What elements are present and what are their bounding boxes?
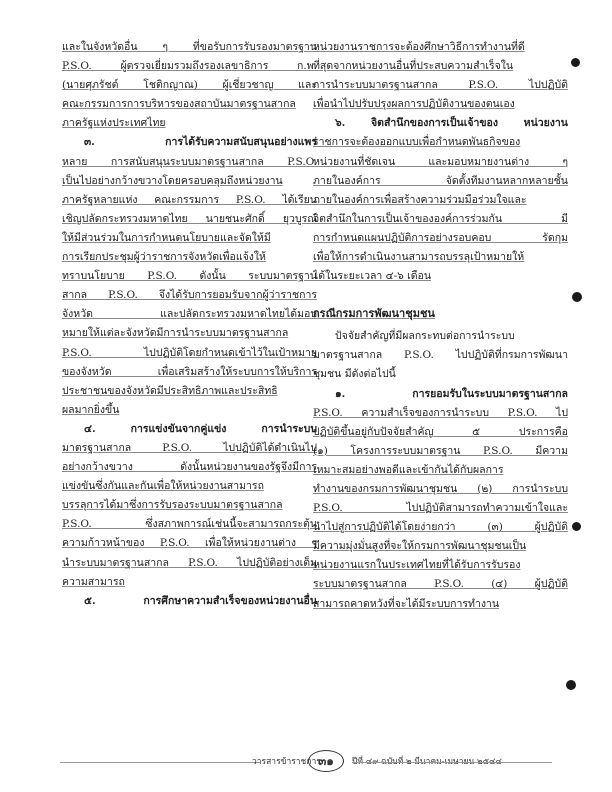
text-line: ปฏิบัติขึ้นอยู่กับปัจจัยสำคัญ ๕ ประการคือ (313, 425, 568, 438)
text-line: การกำหนดแผนปฏิบัติการอย่างรอบคอบ รัดกุม (313, 231, 568, 244)
text-line: หน่วยงานราชการจะต้องศึกษาวิธีการทำงานที่ดี (313, 41, 525, 53)
text-line: หน่วยงานแรกในประเทศไทยที่ได้รับการรับรอง (313, 559, 521, 572)
text-line: ความก้าวหน้าของ P.S.O. เพื่อให้หน่วยงานต่าง ๆ (62, 537, 317, 550)
text-line: ระบบมาตรฐานสากล P.S.O. (๔) ผู้ปฏิบัติ (313, 578, 568, 591)
text-line: นำไปสู่การปฏิบัติได้โดยง่ายกว่า (๓) ผู้ปฏิบัติ (313, 521, 568, 534)
text-line: ภายในองค์การ จัดตั้งทีมงานหลากหลายชั้น (313, 174, 568, 187)
text-line: ผลมากยิ่งขึ้น (62, 403, 120, 416)
text-line: แข่งขันซึ่งกันและกันเพื่อให้หน่วยงานสามารถ (62, 480, 264, 493)
text-line: การเรียกประชุมผู้ว่าราชการจังหวัดเพื่อแจ้งให้ (62, 251, 266, 264)
text-line: ภาครัฐแห่งประเทศไทย (62, 117, 166, 130)
text-line: P.S.O. ไปปฏิบัติสามารถทำความเข้าใจและ (313, 502, 568, 515)
text-line: สากล P.S.O. จึงได้รับการยอมรับจากผู้ว่าราชการ (62, 289, 317, 302)
text-line: มาตรฐานสากล P.S.O. ไปปฏิบัติที่กรมการพัฒนา (313, 349, 568, 362)
text-line: มาตรฐานสากล P.S.O. ไปปฏิบัติได้ดำเนินไป (62, 441, 317, 454)
text-line: สามารถคาดหวังที่จะได้มีระบบการทำงาน (313, 597, 500, 610)
text-line: ๔. การแข่งขันจากคู่แข่ง การนำระบบ (84, 422, 317, 435)
text-line: P.S.O. ผู้ตรวจเยี่ยมรวมถึงรองเลขาธิการ ก.พ. (62, 60, 317, 73)
text-line: เชิญปลัดกระทรวงมหาดไทย นายชนะศักดิ์ ยุวบูรณ์ (62, 212, 317, 225)
text-line: P.S.O. ซึ่งสภาพการณ์เช่นนี้จะสามารถกระตุ้น (62, 518, 317, 531)
text-line: ที่สุดจากหน่วยงานอื่นที่ประสบความสำเร็จใน (313, 60, 514, 73)
right-column-bottom (313, 327, 568, 613)
text-line: P.S.O. ไปปฏิบัติโดยกำหนดเข้าไว้ในเป้าหมาย (62, 346, 317, 359)
text-line: จังหวัด และปลัดกระทรวงมหาดไทยได้มอบ (62, 308, 317, 321)
text-line: นำระบบมาตรฐานสากล P.S.O. ไปปฏิบัติอย่างเต็ม (62, 556, 317, 569)
text-line: อย่างกว้างขวาง ดังนั้นหน่วยงานของรัฐจึงมีการ (62, 461, 317, 474)
text-line: P.S.O. ความสำเร็จของการนำระบบ P.S.O. ไป (313, 406, 568, 419)
text-line: ๓. การได้รับความสนับสนุนอย่างแพร่ (84, 136, 317, 149)
journal-name: วารสารข้าราชการ (252, 757, 321, 767)
text-line: เพื่อให้การดำเนินงานสามารถบรรลุเป้าหมายให้ (313, 251, 525, 264)
page-footer (60, 752, 552, 774)
text-line: ได้ในระยะเวลา ๔-๖ เดือน (313, 270, 432, 283)
left-column (62, 38, 317, 611)
text-line: ภาครัฐหลายแห่ง คณะกรรมการ P.S.O. ได้เรียน (62, 193, 317, 206)
footer-rule-left (60, 762, 260, 763)
text-line: ราชการจะต้องออกแบบเพื่อกำหนดพันธกิจของ (313, 136, 521, 149)
text-line: ทำงานของกรมการพัฒนาชุมชน (๒) การนำระบบ (313, 482, 568, 495)
text-line: ๖. จิตสำนึกของการเป็นเจ้าของ หน่วยงาน (335, 117, 568, 130)
footer-rule-right (352, 762, 552, 763)
text-line: ทราบนโยบาย P.S.O. ดังนั้น ระบบมาตรฐาน (62, 270, 317, 283)
text-line: ให้มีส่วนร่วมในการกำหนดนโยบายและจัดให้มี (62, 231, 271, 244)
text-line: คณะกรรมการการบริหารของสถาบันมาตรฐานสากล (62, 98, 296, 111)
text-line: ประชาชนของจังหวัดมีประสิทธิภาพและประสิทธิ (62, 384, 278, 397)
text-line: ๕. การศึกษาความสำเร็จของหน่วยงานอื่น (84, 594, 317, 607)
text-line: เหมาะสมอย่างพอดีและเข้ากันได้กับผลการ (313, 463, 504, 476)
text-line: จิตสำนึกในการเป็นเจ้าขององค์การร่วมกัน มี (313, 212, 568, 225)
right-column-top (313, 38, 568, 286)
text-line: หน่วยงานที่ชัดเจน และมอบหมายงานต่าง ๆ (313, 155, 568, 168)
punch-hole-mark (572, 292, 582, 302)
text-line: ภายในองค์การเพื่อสร้างความร่วมมือร่วมใจและ (313, 193, 527, 206)
text-line: ชุมชน มีดังต่อไปนี้ (313, 368, 396, 381)
issue-info: ปีที่ ๔๙ ฉบับที่ ๒ มีนาคม-เมษายน ๒๕๔๔ (352, 757, 502, 767)
text-line: (นายศุภรัชต์ โชติกญาณ) ผู้เชี่ยวชาญ และ (62, 79, 317, 92)
text-line: ของจังหวัด เพื่อเสริมสร้างให้ระบบการให้บริการ (62, 365, 317, 378)
punch-hole-mark (572, 522, 581, 531)
text-line: ๑. การยอมรับในระบบมาตรฐานสากล (335, 387, 568, 400)
punch-hole-mark (566, 680, 576, 690)
text-line: บรรลุการได้มาซึ่งการรับรองระบบมาตรฐานสากล (62, 499, 283, 512)
text-line: มีความมุ่งมั่นสูงที่จะให้กรมการพัฒนาชุมชนเป็น (313, 540, 527, 553)
punch-hole-mark (571, 58, 580, 67)
section-heading: กรณีกรมการพัฒนาชุมชน (313, 307, 435, 321)
text-line: และในจังหวัดอื่น ๆ ที่ขอรับการรับรองมาตรฐาน (62, 41, 317, 53)
text-line: เพื่อนำไปปรับปรุงผลการปฏิบัติงานของตนเอง (313, 98, 515, 111)
text-line: เป็นไปอย่างกว้างขวางโดยครอบคลุมถึงหน่วยงาน (62, 174, 283, 187)
text-line: (๑) โครงการระบบมาตรฐาน P.S.O. มีความ (313, 444, 568, 457)
page-number: ๓๑ (308, 750, 344, 772)
text-line: การนำระบบมาตรฐานสากล P.S.O. ไปปฏิบัติ (313, 79, 568, 92)
right-column (313, 38, 568, 614)
text-line: หลาย การสนับสนุนระบบมาตรฐานสากล P.S.O. (62, 155, 317, 168)
text-line: ความสามารถ (62, 575, 125, 588)
text-line: ปัจจัยสำคัญที่มีผลกระทบต่อการนำระบบ (335, 330, 515, 343)
text-line: หมายให้แต่ละจังหวัดมีการนำระบบมาตรฐานสากล (62, 327, 289, 340)
